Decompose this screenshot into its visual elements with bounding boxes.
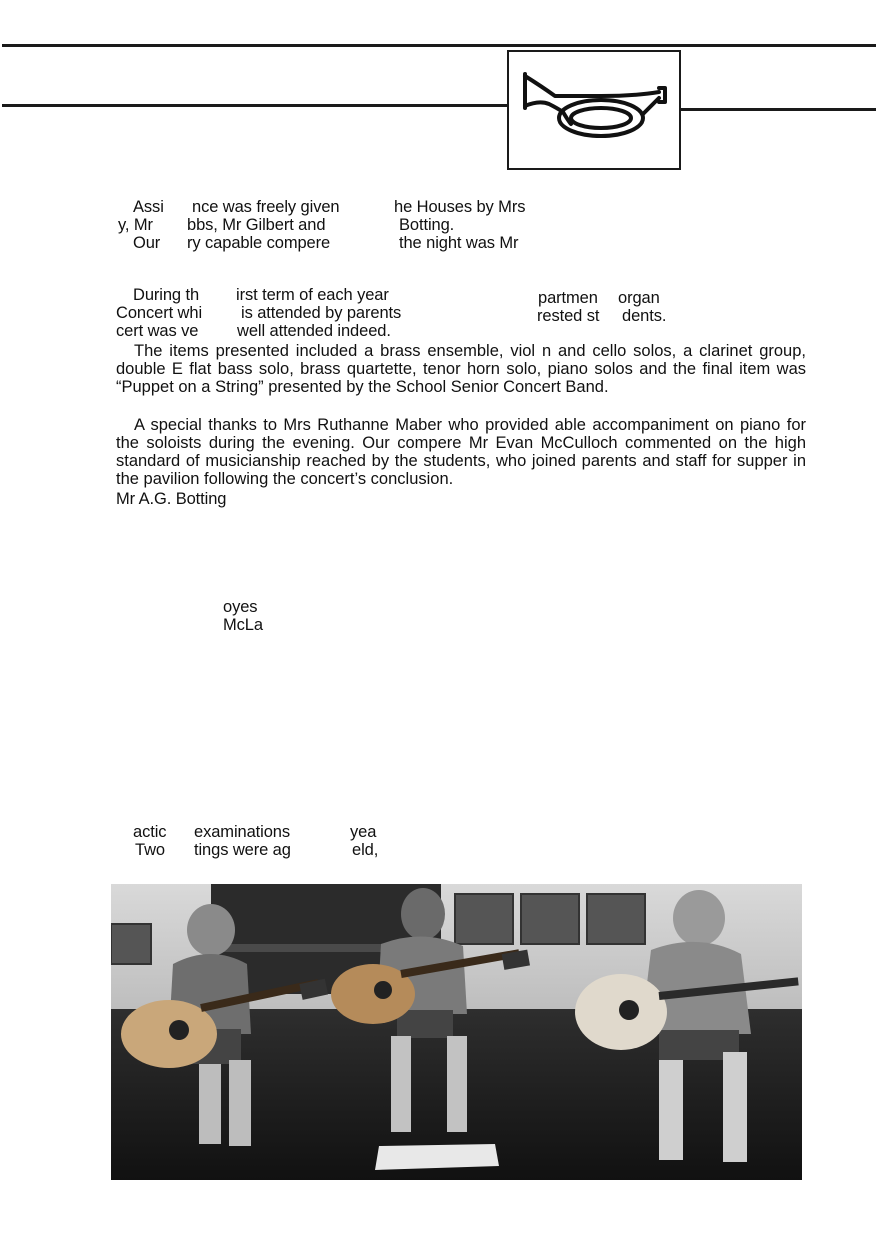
header-rule-bottom-left <box>2 104 507 107</box>
text-fragment: tings were ag <box>194 841 291 859</box>
article-paragraph-2-text: A special thanks to Mrs Ruthanne Maber who provided able accompaniment on piano for the soloists during the evening. Our compere Mr Evan McCulloch commented on the high standard of musicianship reached by the students, who joined parents and staff for supper in the pavilion following the concert’s conclusion. <box>116 416 806 488</box>
text-fragment: yea <box>350 823 377 841</box>
text-fragment: Two <box>135 841 165 859</box>
text-fragment: Botting. <box>399 216 455 234</box>
text-fragment: he Houses by Mrs <box>394 198 526 216</box>
photo-illustration <box>111 884 802 1180</box>
text-fragment: y, Mr <box>118 216 153 234</box>
text-fragment: Concert whi <box>116 304 203 322</box>
text-fragment: Our <box>133 234 161 252</box>
article-paragraph-1 <box>116 342 806 396</box>
article-signature: Mr A.G. Botting <box>116 490 227 508</box>
text-fragment: partmen <box>538 289 598 307</box>
emblem-box <box>507 50 681 170</box>
three-boys-playing-guitars-photo <box>111 884 802 1180</box>
bugle-icon <box>509 52 679 168</box>
text-fragment: organ <box>618 289 660 307</box>
text-fragment: rested st <box>537 307 600 325</box>
header-rule-top <box>2 44 876 47</box>
article-paragraph-2 <box>116 416 806 488</box>
text-fragment: well attended indeed. <box>237 322 391 340</box>
text-fragment: During th <box>133 286 200 304</box>
header-rule-bottom-right <box>681 108 876 111</box>
text-fragment: examinations <box>194 823 291 841</box>
article-paragraph-1-text: The items presented included a brass ensemble, viol n and cello solos, a clarinet group, double E flat bass solo, brass quartette, tenor horn solo, piano solos and the final item was “Puppet on a String” presented by the School Senior Concert Band. <box>116 342 806 396</box>
text-fragment: nce was freely given <box>192 198 340 216</box>
text-fragment: bbs, Mr Gilbert and <box>187 216 326 234</box>
text-fragment: is attended by parents <box>241 304 402 322</box>
text-fragment: eld, <box>352 841 379 859</box>
text-fragment: actic <box>133 823 167 841</box>
text-fragment: irst term of each year <box>236 286 389 304</box>
text-fragment: ry capable compere <box>187 234 331 252</box>
name-fragment: McLa <box>223 616 263 634</box>
text-fragment: Assi <box>133 198 164 216</box>
name-fragment: oyes <box>223 598 258 616</box>
text-fragment: the night was Mr <box>399 234 519 252</box>
text-fragment: dents. <box>622 307 667 325</box>
text-fragment: cert was ve <box>116 322 199 340</box>
